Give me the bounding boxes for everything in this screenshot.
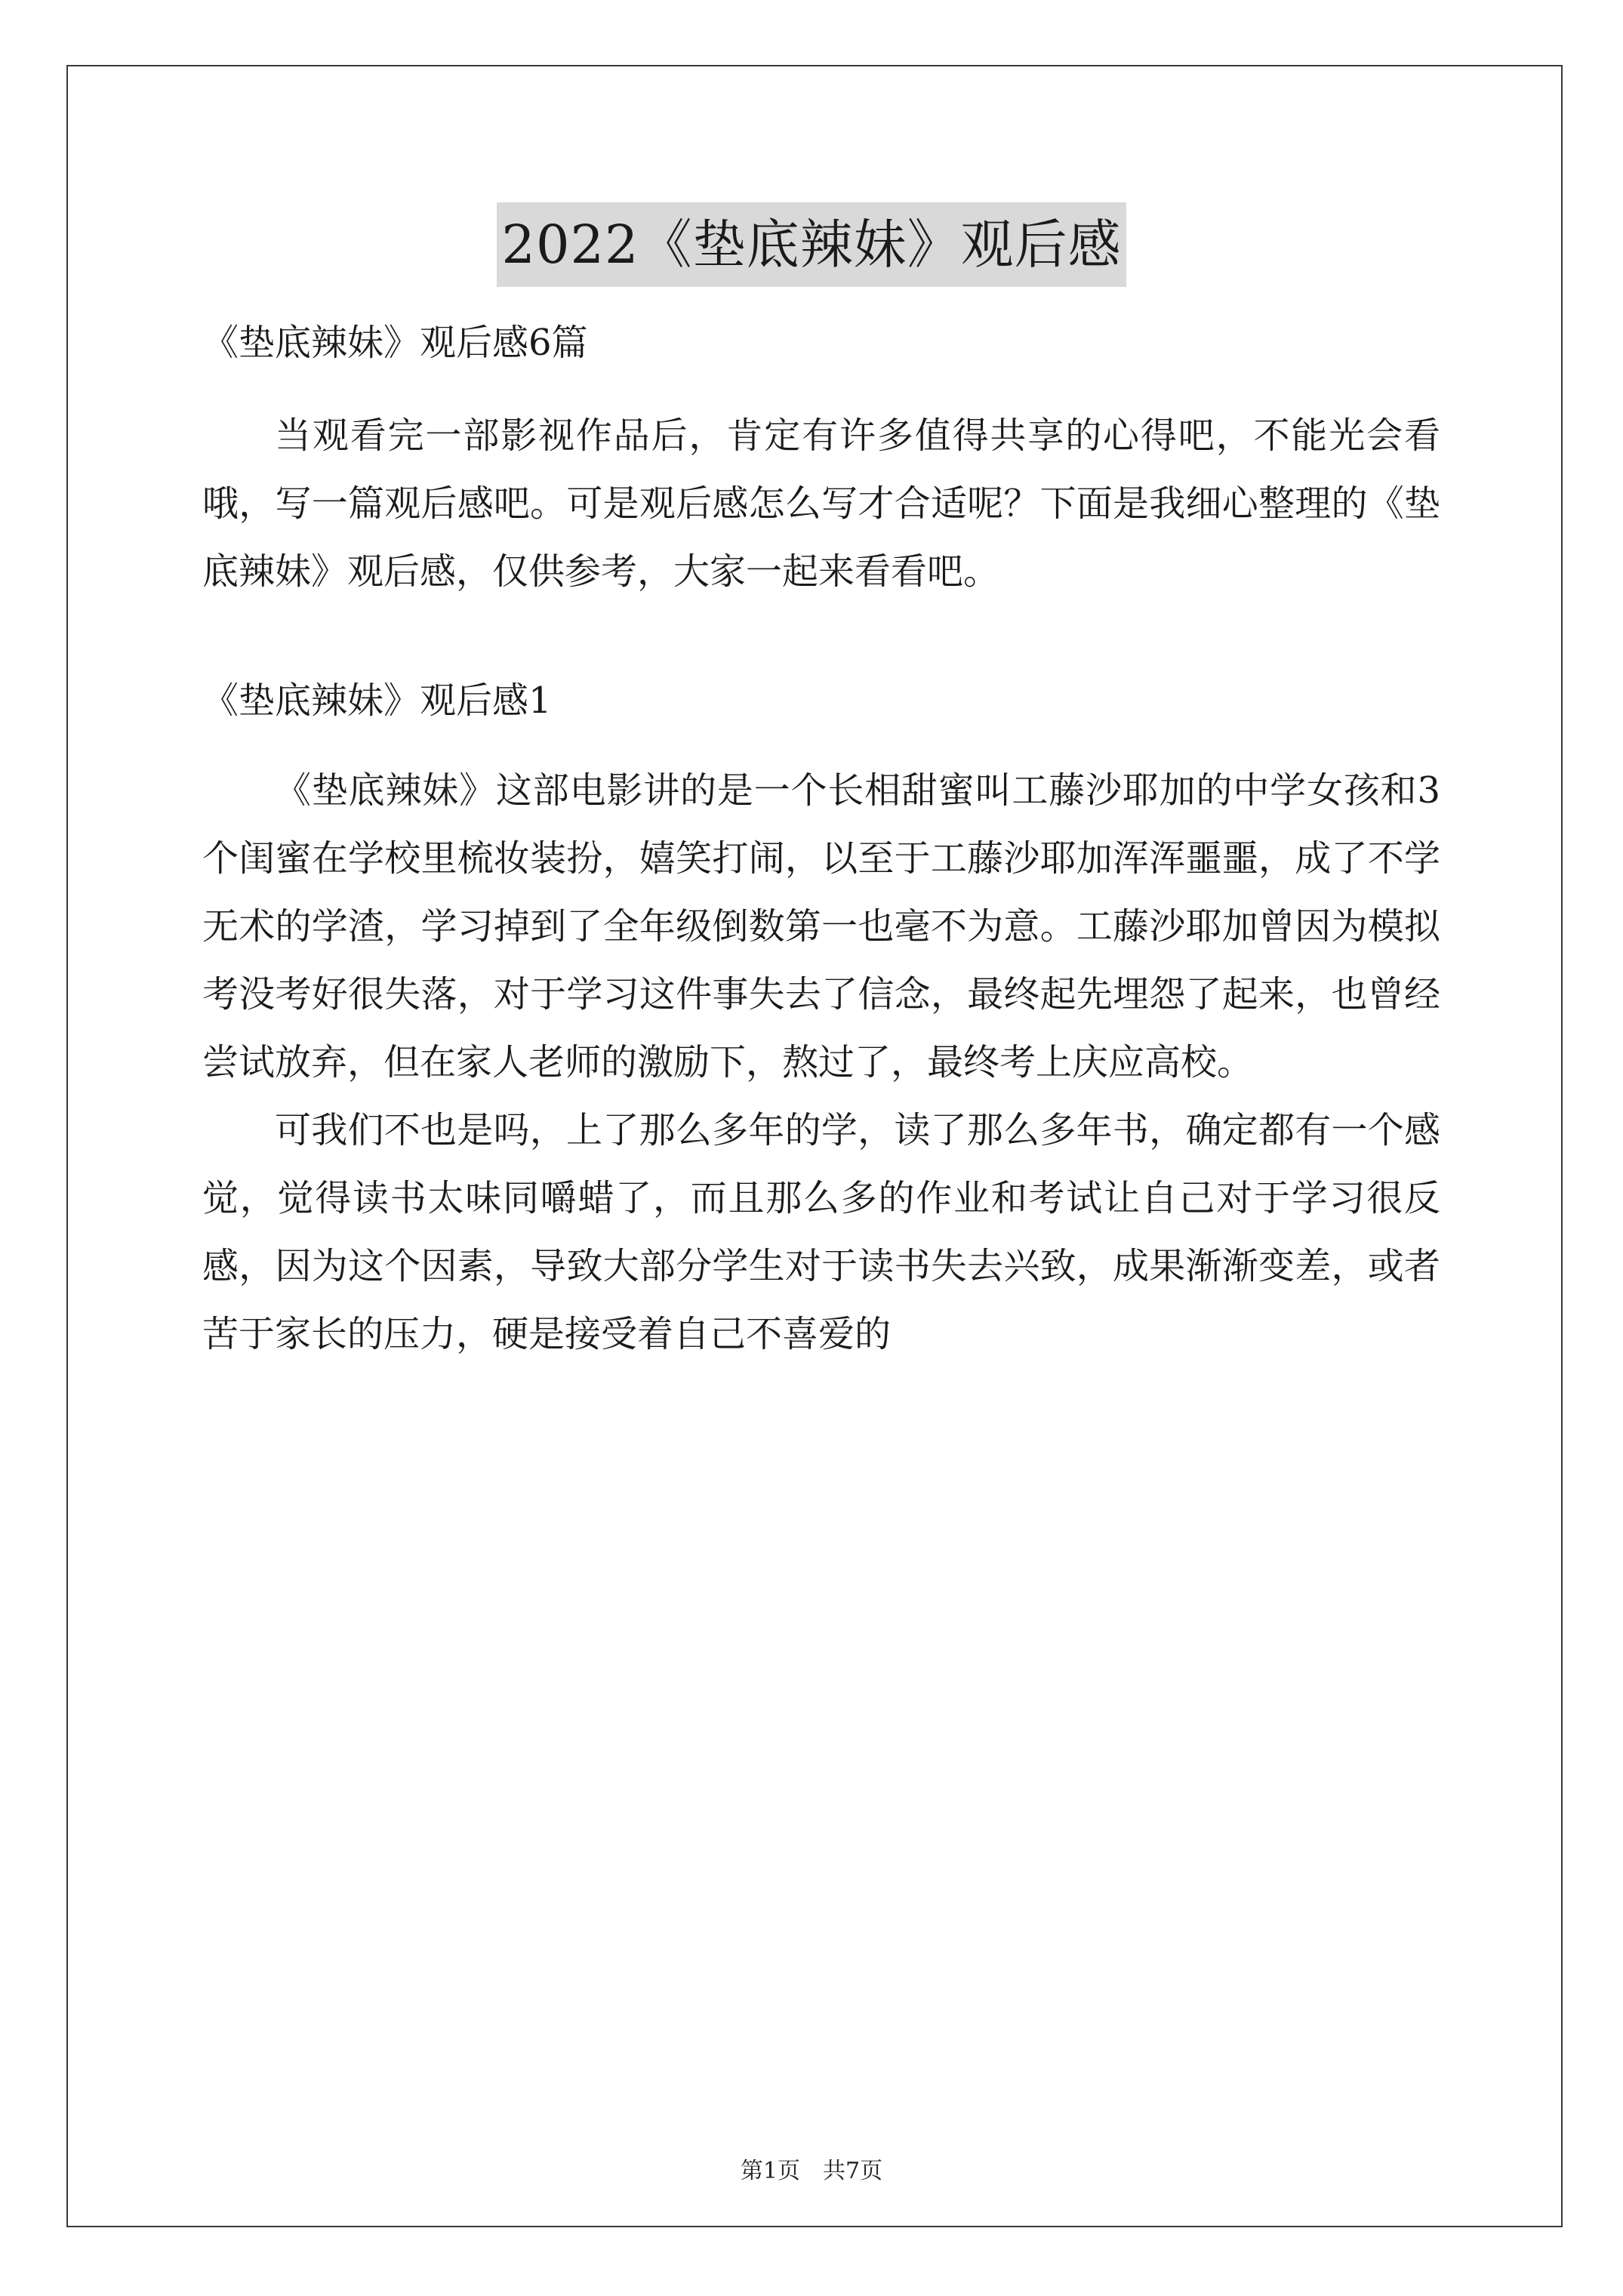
page-footer: 第1页 共7页 xyxy=(740,2158,883,2184)
document-body xyxy=(202,310,1440,1368)
section-heading: 《垫底辣妹》观后感1 xyxy=(202,680,552,722)
document-subtitle: 《垫底辣妹》观后感6篇 xyxy=(202,322,588,364)
document-title: 2022《垫底辣妹》观后感 xyxy=(497,202,1126,287)
body-paragraph-1: 《垫底辣妹》这部电影讲的是一个长相甜蜜叫工藤沙耶加的中学女孩和3个闺蜜在学校里梳妆装扮，嬉笑打闹，以至于工藤沙耶加浑浑噩噩，成了不学无术的学渣，学习掉到了全年级倒数第一也毫不为意。工藤沙耶加曾因为模拟考没考好很失落，对于学习这件事失去了信念，最终起先埋怨了起来，也曾经尝试放弃，但在家人老师的激励下，熬过了，最终考上庆应高校。 xyxy=(202,769,1440,1083)
body-paragraph-2: 可我们不也是吗，上了那么多年的学，读了那么多年书，确定都有一个感觉，觉得读书太味同嚼蜡了，而且那么多的作业和考试让自己对于学习很反感，因为这个因素，导致大部分学生对于读书失去兴致，成果渐渐变差，或者苦于家长的压力，硬是接受着自己不喜爱的 xyxy=(202,1109,1440,1355)
title-container xyxy=(0,202,1623,287)
intro-paragraph: 当观看完一部影视作品后，肯定有许多值得共享的心得吧，不能光会看哦，写一篇观后感吧。可是观后感怎么写才合适呢？下面是我细心整理的《垫底辣妹》观后感，仅供参考，大家一起来看看吧。 xyxy=(202,415,1440,593)
